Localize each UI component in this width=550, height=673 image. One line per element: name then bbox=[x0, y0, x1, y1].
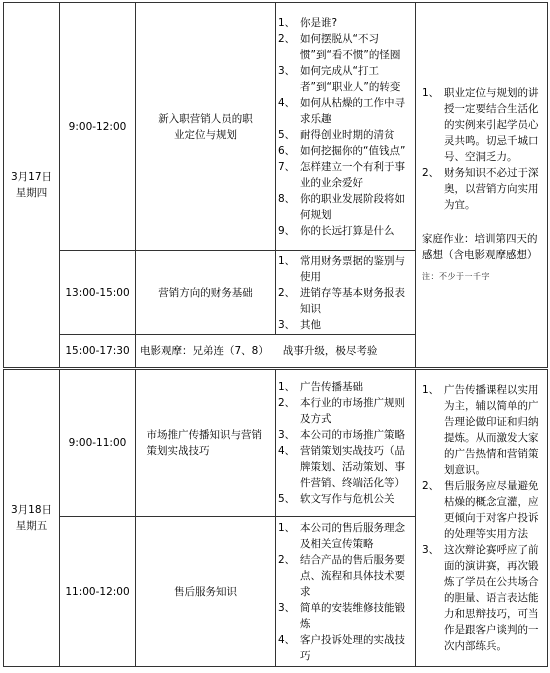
item-number: 5、 bbox=[278, 493, 296, 505]
item-number: 1、 bbox=[278, 254, 296, 267]
day1-date: 3月17日 bbox=[10, 171, 53, 183]
day1-session3-merged bbox=[136, 335, 416, 369]
item-number: 6、 bbox=[278, 144, 296, 157]
list-item bbox=[278, 443, 411, 491]
note-item bbox=[422, 85, 541, 165]
day1-session2-content bbox=[276, 251, 416, 335]
list-item bbox=[278, 127, 411, 143]
item-text: 如何摆脱从“不习惯”到“看不惯”的怪圈 bbox=[300, 32, 401, 61]
day1-session1-time: 9:00-12:00 bbox=[60, 3, 136, 251]
item-text: 常用财务票据的鉴别与使用 bbox=[300, 254, 405, 283]
item-number: 2、 bbox=[278, 32, 296, 45]
note-text: 售后服务应尽量避免枯燥的概念宣灌，应更倾向于对客户投诉的处理等实用方法 bbox=[444, 480, 539, 540]
day1-notes-cell bbox=[416, 3, 548, 369]
item-text: 结合产品的售后服务要点、流程和具体技术要求 bbox=[300, 553, 405, 598]
day2-session2-time: 11:00-12:00 bbox=[60, 517, 136, 667]
day2-session2-topic: 售后服务知识 bbox=[136, 517, 276, 667]
item-text: 营销策划实战技巧（品牌策划、活动策划、事件营销、终端活化等） bbox=[300, 445, 405, 489]
note-number: 3、 bbox=[422, 544, 440, 556]
day1-homework-note: 注：不少于一千字 bbox=[422, 272, 490, 281]
item-number: 3、 bbox=[278, 64, 296, 77]
day1-session2-list bbox=[278, 253, 411, 333]
item-number: 1、 bbox=[278, 381, 296, 393]
note-item bbox=[422, 542, 541, 654]
item-text: 你的长远打算是什么 bbox=[300, 224, 395, 237]
day2-date-cell bbox=[4, 369, 60, 667]
list-item bbox=[278, 191, 411, 223]
day2-session1-list bbox=[278, 379, 411, 507]
item-number: 4、 bbox=[278, 96, 296, 109]
day2-notes-cell bbox=[416, 369, 548, 667]
day2-session2-content bbox=[276, 517, 416, 667]
day1-session2-topic: 营销方向的财务基础 bbox=[136, 251, 276, 335]
list-item bbox=[278, 15, 411, 31]
item-text: 软文写作与危机公关 bbox=[300, 493, 395, 505]
item-text: 怎样建立一个有利于事业的业余爱好 bbox=[300, 160, 405, 189]
day1-session1-topic-text: 新入职营销人员的职业定位与规划 bbox=[158, 112, 253, 141]
day2-date: 3月18日 bbox=[10, 504, 53, 516]
item-text: 本公司的市场推广策略 bbox=[300, 429, 405, 441]
day2-session1-topic bbox=[136, 369, 276, 517]
day2-session2-list bbox=[278, 520, 411, 664]
list-item bbox=[278, 552, 411, 600]
item-number: 2、 bbox=[278, 553, 296, 566]
list-item bbox=[278, 520, 411, 552]
item-text: 你是谁? bbox=[300, 16, 338, 29]
day2-session1-time: 9:00-11:00 bbox=[60, 369, 136, 517]
item-number: 2、 bbox=[278, 397, 296, 409]
item-text: 如何挖掘你的“值钱点” bbox=[300, 144, 406, 157]
day1-weekday: 星期四 bbox=[15, 187, 48, 199]
list-item bbox=[278, 253, 411, 285]
list-item bbox=[278, 223, 411, 239]
day1-session1-list bbox=[278, 15, 411, 239]
note-text: 广告传播课程以实用为主，辅以简单的广告理论做印证和归纳提炼。从而激发大家的广告热情和营销策划意识。 bbox=[444, 384, 539, 476]
list-item bbox=[278, 63, 411, 95]
day2-weekday: 星期五 bbox=[15, 520, 48, 532]
day1-notes-list bbox=[422, 85, 541, 213]
note-text: 这次辩论赛呼应了前面的演讲赛，再次锻炼了学员在公共场合的胆量、语言表达能力和思辩技巧，可当作是跟客户谈判的一次内部练兵。 bbox=[444, 544, 539, 652]
list-item bbox=[278, 317, 411, 333]
item-number: 1、 bbox=[278, 521, 296, 534]
item-text: 简单的安装维修技能锻炼 bbox=[300, 601, 405, 630]
item-text: 客户投诉处理的实战技巧 bbox=[300, 633, 405, 662]
item-number: 5、 bbox=[278, 128, 296, 141]
list-item bbox=[278, 159, 411, 191]
item-text: 本行业的市场推广规则及方式 bbox=[300, 397, 405, 425]
list-item bbox=[278, 31, 411, 63]
item-number: 4、 bbox=[278, 633, 296, 646]
list-item bbox=[278, 600, 411, 632]
day2-session1-row bbox=[4, 369, 548, 517]
item-text: 其他 bbox=[300, 318, 321, 331]
item-text: 耐得创业时期的清贫 bbox=[300, 128, 395, 141]
day2-session1-topic-text: 市场推广传播知识与营销策划实战技巧 bbox=[146, 429, 262, 457]
note-text: 财务知识不必过于深奥，以营销方向实用为宜。 bbox=[444, 167, 539, 211]
list-item bbox=[278, 285, 411, 317]
day1-session1-content bbox=[276, 3, 416, 251]
note-number: 2、 bbox=[422, 167, 440, 179]
note-number: 1、 bbox=[422, 87, 440, 99]
day2-session1-content bbox=[276, 369, 416, 517]
item-text: 如何完成从“打工者”到“职业人”的转变 bbox=[300, 64, 401, 93]
item-text: 广告传播基础 bbox=[300, 381, 363, 393]
list-item bbox=[278, 427, 411, 443]
list-item bbox=[278, 632, 411, 664]
item-number: 9、 bbox=[278, 224, 296, 237]
training-schedule-table bbox=[3, 2, 548, 667]
item-number: 3、 bbox=[278, 601, 296, 614]
day1-session3-time: 15:00-17:30 bbox=[60, 335, 136, 369]
day1-session3-desc: 战事升级，极尽考验 bbox=[282, 345, 378, 357]
list-item bbox=[278, 379, 411, 395]
list-item bbox=[278, 143, 411, 159]
item-number: 8、 bbox=[278, 192, 296, 205]
day1-homework: 家庭作业：培训第四天的感想（含电影观摩感想） bbox=[422, 233, 538, 261]
note-number: 2、 bbox=[422, 480, 440, 492]
day1-session2-time: 13:00-15:00 bbox=[60, 251, 136, 335]
item-text: 你的职业发展阶段将如何规划 bbox=[300, 192, 405, 221]
list-item bbox=[278, 95, 411, 127]
item-number: 7、 bbox=[278, 160, 296, 173]
list-item bbox=[278, 395, 411, 427]
day1-session1-row bbox=[4, 3, 548, 251]
note-item bbox=[422, 478, 541, 542]
item-text: 进销存等基本财务报表知识 bbox=[300, 286, 405, 315]
note-item bbox=[422, 165, 541, 213]
day1-date-cell bbox=[4, 3, 60, 369]
note-text: 职业定位与规划的讲授一定要结合生活化的实例来引起学员心灵共鸣。切忌千城口号、空洞乏力。 bbox=[444, 87, 539, 163]
note-number: 1、 bbox=[422, 384, 440, 396]
item-number: 2、 bbox=[278, 286, 296, 299]
item-number: 3、 bbox=[278, 318, 296, 331]
list-item bbox=[278, 491, 411, 507]
item-text: 如何从枯燥的工作中寻求乐趣 bbox=[300, 96, 405, 125]
item-text: 本公司的售后服务理念及相关宣传策略 bbox=[300, 521, 405, 550]
item-number: 1、 bbox=[278, 16, 296, 29]
day2-notes-list bbox=[422, 382, 541, 654]
item-number: 4、 bbox=[278, 445, 296, 457]
day1-session1-topic bbox=[136, 3, 276, 251]
day1-session3-topic: 电影观摩：兄弟连（7、8） bbox=[140, 345, 269, 357]
item-number: 3、 bbox=[278, 429, 296, 441]
note-item bbox=[422, 382, 541, 478]
